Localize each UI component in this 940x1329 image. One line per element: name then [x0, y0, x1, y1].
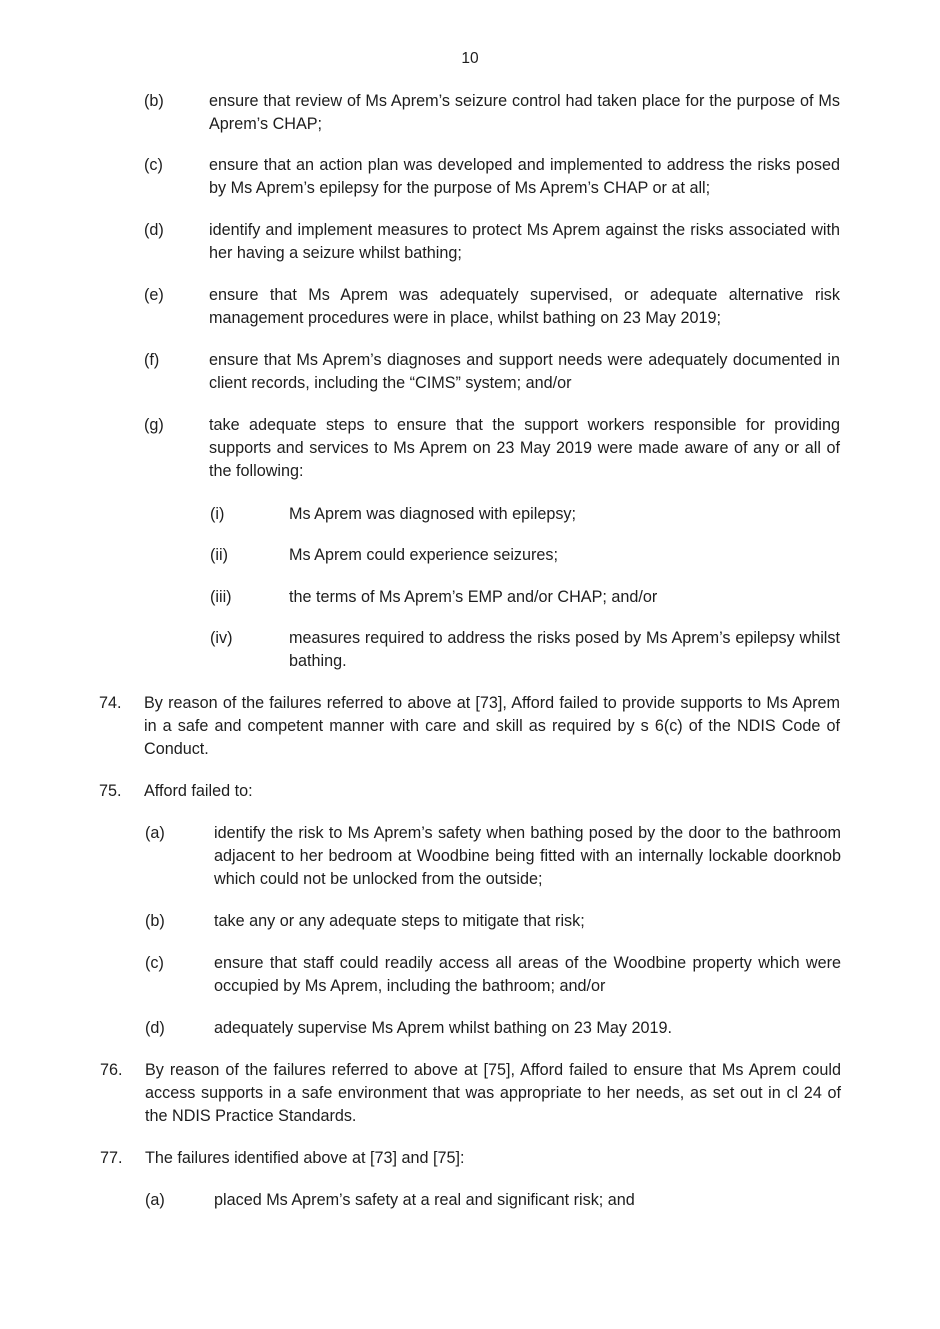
list-item-text: ensure that review of Ms Aprem’s seizure control had taken place for the purpose of Ms Aprem’s CHAP;	[209, 92, 840, 133]
paragraph-text: The failures identified above at [73] and [75]:	[145, 1149, 465, 1167]
sublist-item-text: Ms Aprem could experience seizures;	[289, 546, 559, 564]
list-item-text: identify and implement measures to protect Ms Aprem against the risks associated with her having a seizure whilst bathing;	[209, 221, 840, 262]
list-item-label: (d)	[145, 1019, 165, 1037]
paragraph-number: 76.	[100, 1061, 123, 1079]
sublist-item-label: (i)	[210, 505, 225, 523]
paragraph-text: Afford failed to:	[144, 782, 253, 800]
list-item-label: (d)	[144, 221, 164, 239]
list-item-text: take adequate steps to ensure that the support workers responsible for providing supports and services to Ms Aprem on 23 May 2019 were made aware of any or all of the following:	[209, 416, 840, 480]
sublist-item-label: (iii)	[210, 588, 232, 606]
sublist-item-label: (iv)	[210, 629, 233, 647]
list-item-text: take any or any adequate steps to mitigate that risk;	[214, 912, 585, 930]
list-item-label: (c)	[144, 156, 163, 174]
list-item-text: ensure that staff could readily access all areas of the Woodbine property which were occupied by Ms Aprem, including the bathroom; and/or	[214, 954, 841, 995]
list-item-text: ensure that Ms Aprem was adequately supervised, or adequate alternative risk management procedures were in place, whilst bathing on 23 May 2019;	[209, 286, 840, 327]
paragraph-text: By reason of the failures referred to above at [75], Afford failed to ensure that Ms Aprem could access supports in a safe environment that was appropriate to her needs, as set out in cl 24 of the NDIS Practice Standards.	[145, 1061, 841, 1125]
sublist-item-text: Ms Aprem was diagnosed with epilepsy;	[289, 505, 577, 523]
paragraph-number: 77.	[100, 1149, 123, 1167]
list-item-text: placed Ms Aprem’s safety at a real and significant risk; and	[214, 1191, 635, 1209]
list-item-label: (b)	[144, 92, 164, 110]
list-item-label: (e)	[144, 286, 164, 304]
sublist-item-text: the terms of Ms Aprem’s EMP and/or CHAP; and/or	[289, 588, 658, 606]
list-item-label: (c)	[145, 954, 164, 972]
paragraph-number: 75.	[99, 782, 122, 800]
paragraph-number: 74.	[99, 694, 122, 712]
list-item-label: (g)	[144, 416, 164, 434]
list-item-label: (b)	[145, 912, 165, 930]
list-item-text: ensure that an action plan was developed and implemented to address the risks posed by Ms Aprem’s epilepsy for the purpose of Ms Aprem’s CHAP or at all;	[209, 156, 840, 197]
page-number: 10	[461, 50, 479, 67]
list-item-label: (a)	[145, 1191, 165, 1209]
list-item-label: (a)	[145, 824, 165, 842]
sublist-item-text: measures required to address the risks posed by Ms Aprem’s epilepsy whilst bathing.	[289, 629, 840, 670]
list-item-text: identify the risk to Ms Aprem’s safety when bathing posed by the door to the bathroom adjacent to her bedroom at Woodbine being fitted with an internally lockable doorknob which could not be unlocked from the outside;	[214, 824, 841, 888]
sublist-item-label: (ii)	[210, 546, 228, 564]
list-item-text: adequately supervise Ms Aprem whilst bathing on 23 May 2019.	[214, 1019, 673, 1037]
list-item-text: ensure that Ms Aprem’s diagnoses and support needs were adequately documented in client records, including the “CIMS” system; and/or	[209, 351, 840, 392]
paragraph-text: By reason of the failures referred to above at [73], Afford failed to provide supports to Ms Aprem in a safe and competent manner with care and skill as required by s 6(c) of the NDIS Code of Conduct.	[144, 694, 840, 758]
list-item-label: (f)	[144, 351, 160, 369]
